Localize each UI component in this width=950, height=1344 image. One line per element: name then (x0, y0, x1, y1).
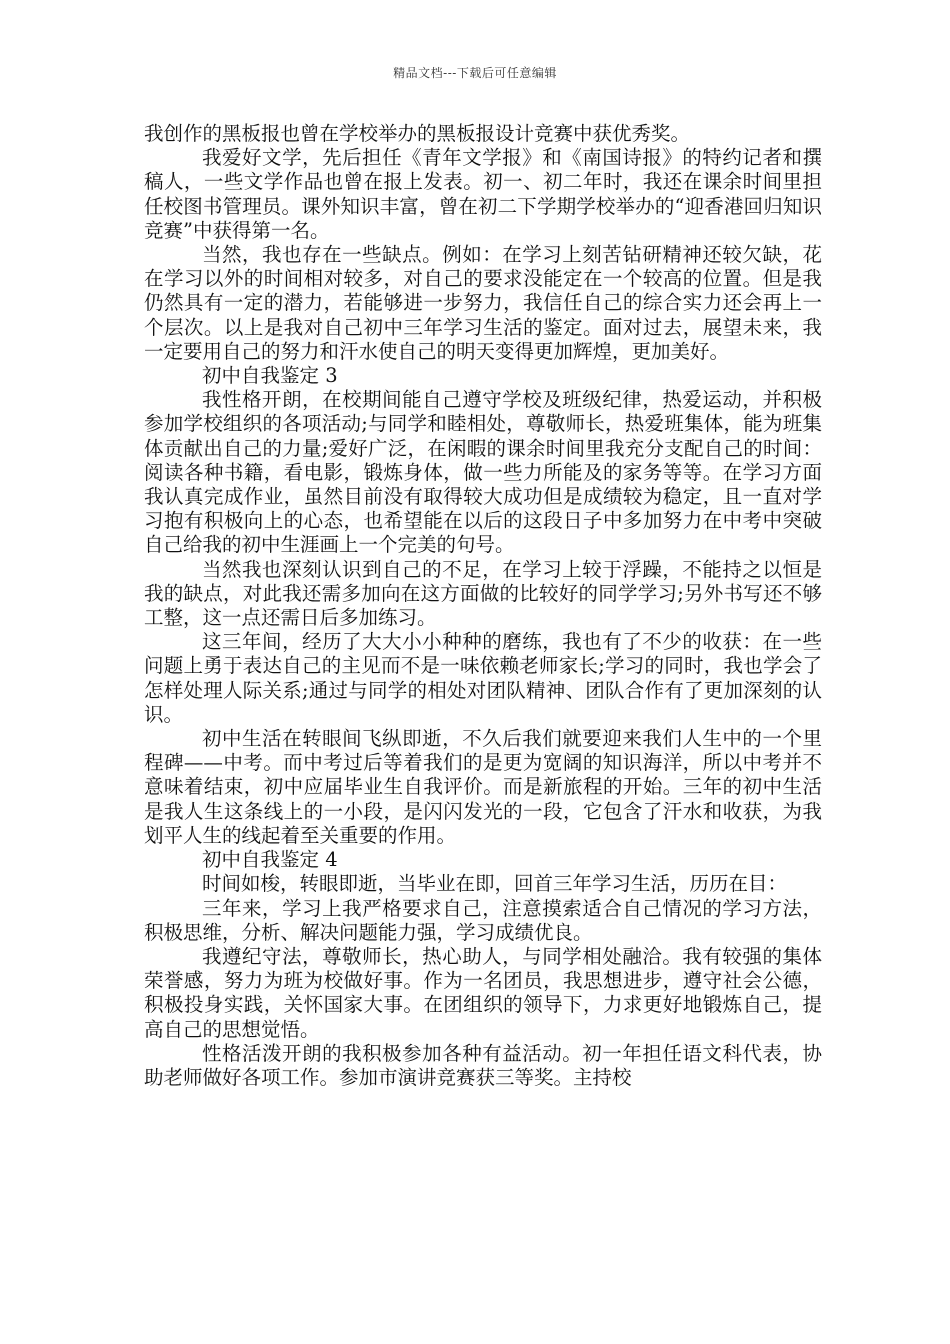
paragraph: 性格活泼开朗的我积极参加各种有益活动。初一年担任语文科代表，协助老师做好各项工作。参加市演讲竞赛获三等奖。主持校 (144, 1041, 822, 1089)
paragraph: 这三年间，经历了大大小小种种的磨练，我也有了不少的收获：在一些问题上勇于表达自己的主见而不是一味依赖老师家长;学习的同时，我也学会了怎样处理人际关系;通过与同学的相处对团队精神、团队合作有了更加深刻的认识。 (144, 630, 822, 726)
section-heading: 初中自我鉴定 4 (202, 848, 338, 872)
section-heading: 初中自我鉴定 3 (202, 364, 338, 388)
paragraph: 我遵纪守法，尊敬师长，热心助人，与同学相处融洽。我有较强的集体荣誉感，努力为班为校做好事。作为一名团员，我思想进步，遵守社会公德，积极投身实践，关怀国家大事。在团组织的领导下，力求更好地锻炼自己，提高自己的思想觉悟。 (144, 944, 822, 1041)
paragraph: 当然我也深刻认识到自己的不足，在学习上较于浮躁，不能持之以恒是我的缺点，对此我还需多加向在这方面做的比较好的同学学习;另外书写还不够工整，这一点还需日后多加练习。 (144, 557, 822, 630)
page-header: 精品文档---下载后可任意编辑 (393, 66, 557, 80)
paragraph: 三年来，学习上我严格要求自己，注意摸索适合自己情况的学习方法，积极思维，分析、解决问题能力强，学习成绩优良。 (144, 896, 822, 944)
paragraph: 当然，我也存在一些缺点。例如：在学习上刻苦钻研精神还较欠缺，花在学习以外的时间相对较多，对自己的要求没能定在一个较高的位置。但是我仍然具有一定的潜力，若能够进一步努力，我信任自己的综合实力还会再上一个层次。以上是我对自己初中三年学习生活的鉴定。面对过去，展望未来，我一定要用自己的努力和汗水使自己的明天变得更加辉煌，更加美好。 (144, 243, 822, 363)
paragraph: 初中生活在转眼间飞纵即逝，不久后我们就要迎来我们人生中的一个里程碑——中考。而中考过后等着我们的是更为宽阔的知识海洋，所以中考并不意味着结束，初中应届毕业生自我评价。而是新旅程的开始。三年的初中生活是我人生这条线上的一小段，是闪闪发光的一段，它包含了汗水和收获，为我划平人生的线起着至关重要的作用。 (144, 727, 822, 847)
paragraph: 我创作的黑板报也曾在学校举办的黑板报设计竞赛中获优秀奖。 (144, 122, 691, 145)
paragraph: 我爱好文学，先后担任《青年文学报》和《南国诗报》的特约记者和撰稿人，一些文学作品也曾在报上发表。初一、初二年时，我还在课余时间里担任校图书管理员。课外知识丰富，曾在初二下学期学校举办的“迎香港回归知识竞赛”中获得第一名。 (144, 146, 822, 242)
document-body (144, 122, 822, 1090)
paragraph: 时间如梭，转眼即逝，当毕业在即，回首三年学习生活，历历在目： (202, 872, 788, 896)
paragraph: 我性格开朗，在校期间能自己遵守学校及班级纪律，热爱运动，并积极参加学校组织的各项活动;与同学和睦相处，尊敬师长，热爱班集体，能为班集体贡献出自己的力量;爱好广泛，在闲暇的课余时间里我充分支配自己的时间：阅读各种书籍，看电影，锻炼身体，做一些力所能及的家务等等。在学习方面我认真完成作业，虽然目前没有取得较大成功但是成绩较为稳定，且一直对学习抱有积极向上的心态，也希望能在以后的这段日子中多加努力在中考中突破自己给我的初中生涯画上一个完美的句号。 (144, 388, 822, 557)
